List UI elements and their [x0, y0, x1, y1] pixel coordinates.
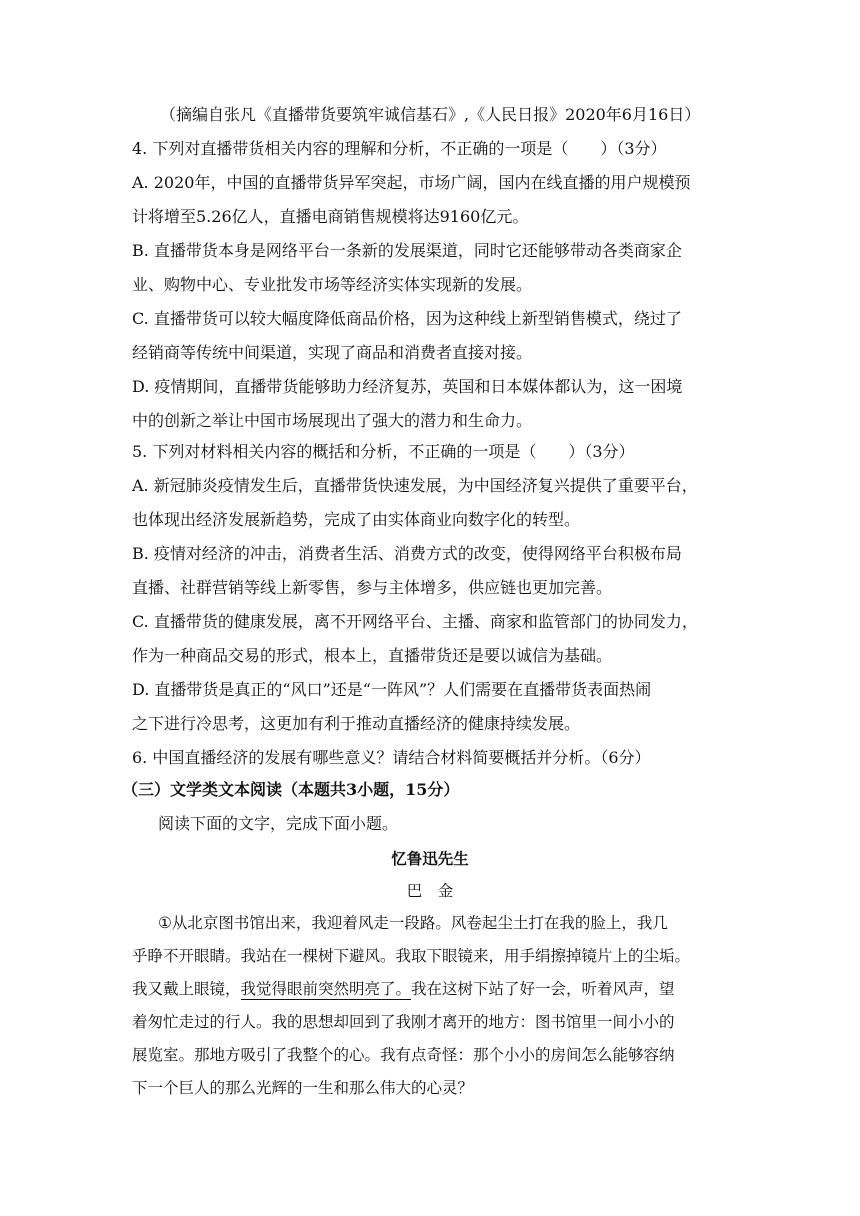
underlined-sentence: 我觉得眼前突然明亮了。: [240, 980, 412, 998]
question-4-option-c-cont: 经销商等传统中间渠道，实现了商品和消费者直接对接。: [132, 343, 533, 362]
question-5-option-a-cont: 也体现出经济发展新趋势，完成了由实体商业向数字化的转型。: [132, 510, 581, 529]
article-author: 巴 金: [406, 882, 454, 900]
article-title: 忆鲁迅先生: [391, 850, 469, 868]
article-paragraph-1-line-6: 下一个巨人的那么光辉的一生和那么伟大的心灵？: [132, 1079, 474, 1097]
article-paragraph-1-line-2: 乎睁不开眼睛。我站在一棵树下避风。我取下眼镜来，用手绢擦掉镜片上的尘垢。: [132, 947, 691, 965]
question-4-option-d: D. 疫情期间，直播带货能够助力经济复苏，英国和日本媒体都认为，这一困境: [132, 377, 683, 396]
article-paragraph-1-line-1: ①从北京图书馆出来，我迎着风走一段路。风卷起尘土打在我的脸上，我几: [158, 914, 668, 932]
question-5-option-b: B. 疫情对经济的冲击，消费者生活、消费方式的改变，使得网络平台积极布局: [132, 544, 682, 563]
article-paragraph-1-line-5: 展览室。那地方吸引了我整个的心。我有点奇怪：那个小小的房间怎么能够容纳: [132, 1046, 675, 1064]
line-3-trailing-text: 我在这树下站了好一会，听着风声，望: [411, 980, 675, 998]
section-3-heading: （三）文学类文本阅读（本题共3小题，15分）: [122, 780, 460, 799]
question-4-stem: 4. 下列对直播带货相关内容的理解和分析，不正确的一项是（ ）（3分）: [132, 139, 667, 158]
source-citation: （摘编自张凡《直播带货要筑牢诚信基石》,《人民日报》2020年6月16日）: [160, 105, 701, 124]
question-5-option-a: A. 新冠肺炎疫情发生后，直播带货快速发展，为中国经济复兴提供了重要平台，: [132, 476, 698, 495]
question-4-option-a-cont: 计将增至5.26亿人，直播电商销售规模将达9160亿元。: [132, 207, 529, 226]
question-4-option-a: A. 2020年，中国的直播带货异军突起，市场广阔，国内在线直播的用户规模预: [132, 173, 691, 192]
question-5-option-d: D. 直播带货是真正的“风口”还是“一阵风”？人们需要在直播带货表面热闹: [132, 680, 652, 699]
section-3-instruction: 阅读下面的文字，完成下面小题。: [158, 814, 399, 833]
question-4-option-d-cont: 中的创新之举让中国市场展现出了强大的潜力和生命力。: [132, 411, 533, 430]
article-paragraph-1-line-4: 着匆忙走过的行人。我的思想却回到了我刚才离开的地方：图书馆里一间小小的: [132, 1013, 675, 1031]
question-5-stem: 5. 下列对材料相关内容的概括和分析，不正确的一项是（ ）（3分）: [132, 442, 635, 461]
question-5-option-d-cont: 之下进行冷思考，这更加有利于推动直播经济的健康持续发展。: [132, 714, 581, 733]
question-4-option-b-cont: 业、购物中心、专业批发市场等经济实体实现新的发展。: [132, 275, 533, 294]
article-paragraph-1-line-3: [132, 978, 728, 1000]
question-4-option-b: B. 直播带货本身是网络平台一条新的发展渠道，同时它还能够带动各类商家企: [132, 241, 682, 260]
question-5-option-c: C. 直播带货的健康发展，离不开网络平台、主播、商家和监管部门的协同发力，: [132, 612, 698, 631]
line-3-lead-text: 我又戴上眼镜，: [132, 980, 241, 998]
question-5-option-b-cont: 直播、社群营销等线上新零售，参与主体增多，供应链也更加完善。: [132, 578, 613, 597]
question-5-option-c-cont: 作为一种商品交易的形式，根本上，直播带货还是要以诚信为基础。: [132, 646, 613, 665]
question-4-option-c: C. 直播带货可以较大幅度降低商品价格，因为这种线上新型销售模式，绕过了: [132, 309, 682, 328]
question-6-stem: 6. 中国直播经济的发展有哪些意义？请结合材料简要概括并分析。（6分）: [132, 748, 651, 767]
